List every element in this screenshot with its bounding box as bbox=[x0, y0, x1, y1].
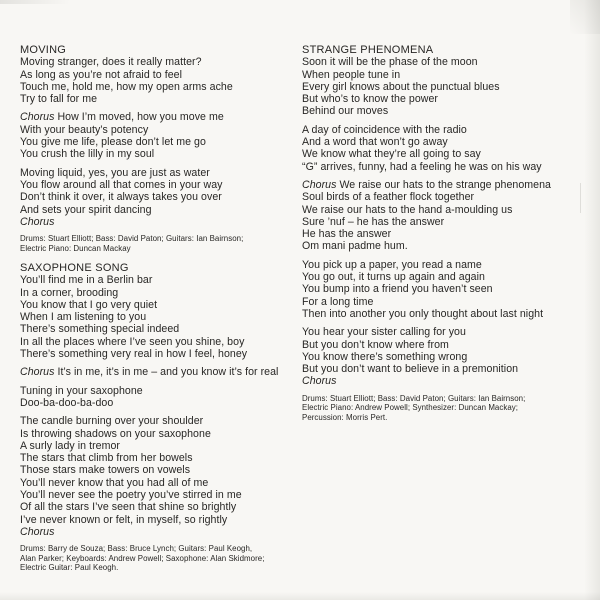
song-title-saxophone-song: SAXOPHONE SONG bbox=[20, 261, 129, 274]
lyric-line: Chorus It’s in me, it’s in me – and you know it’s for real bbox=[20, 366, 279, 379]
lyric-line: You bump into a friend you haven’t seen bbox=[302, 283, 493, 296]
lyric-line: We know what they’re all going to say bbox=[302, 148, 481, 161]
song-title-strange-phenomena: STRANGE PHENOMENA bbox=[302, 44, 434, 56]
stanza bbox=[20, 56, 298, 105]
credits-line: Alan Parker; Keyboards: Andrew Powell; Saxophone: Alan Skidmore; bbox=[20, 553, 265, 563]
lyric-line: You know there’s something wrong bbox=[302, 350, 468, 363]
chorus-marker: Chorus bbox=[20, 215, 55, 228]
lyric-line: Of all the stars I’ve seen that shine so brightly bbox=[20, 501, 237, 514]
scan-corner-shading-topright bbox=[570, 0, 600, 34]
lyric-line: Try to fall for me bbox=[20, 93, 98, 106]
musician-credits bbox=[20, 234, 298, 253]
lyric-line: Touch me, hold me, how my open arms ache bbox=[20, 80, 233, 93]
lyric-line: Chorus How I’m moved, how you move me bbox=[20, 111, 224, 124]
lyric-line: Then into another you only thought about last night bbox=[302, 307, 544, 320]
lyric-line: We raise our hats to the hand a-moulding us bbox=[302, 203, 513, 216]
lyric-line: When I am listening to you bbox=[20, 311, 147, 324]
stanza bbox=[20, 415, 298, 538]
stanza bbox=[302, 259, 592, 320]
lyric-line: Tuning in your saxophone bbox=[20, 384, 143, 397]
lyric-line bbox=[20, 216, 298, 228]
lyric-line: Soon it will be the phase of the moon bbox=[302, 56, 478, 69]
stanza bbox=[302, 124, 592, 173]
stanza bbox=[20, 385, 298, 410]
lyric-line bbox=[302, 375, 592, 387]
credits-line: Electric Guitar: Paul Keogh. bbox=[20, 563, 119, 573]
lyric-line: Chorus We raise our hats to the strange phenomena bbox=[302, 178, 551, 191]
scan-edge-shading-bottom bbox=[0, 592, 600, 600]
lyric-line: In all the places where I’ve seen you shine, boy bbox=[20, 335, 245, 348]
lyric-line: You hear your sister calling for you bbox=[302, 326, 466, 339]
lyric-line: You’ll find me in a Berlin bar bbox=[20, 274, 153, 287]
lyric-line: When people tune in bbox=[302, 68, 401, 81]
lyric-line: Every girl knows about the punctual blues bbox=[302, 80, 500, 93]
credits-line: Percussion: Morris Pert. bbox=[302, 412, 388, 422]
credits-line: Electric Piano: Andrew Powell; Synthesizer: Duncan Mackay; bbox=[302, 403, 519, 413]
lyric-line: You flow around all that comes in your way bbox=[20, 178, 223, 191]
chorus-marker: Chorus bbox=[20, 366, 55, 379]
lyrics-column-right bbox=[302, 44, 592, 431]
musician-credits bbox=[20, 544, 298, 572]
lyric-line: But you don’t know where from bbox=[302, 338, 449, 351]
stanza bbox=[20, 366, 298, 378]
lyric-line: With your beauty’s potency bbox=[20, 123, 149, 136]
lyric-line: A surly lady in tremor bbox=[20, 439, 121, 452]
stanza bbox=[302, 179, 592, 253]
song-title-moving: MOVING bbox=[20, 44, 67, 56]
lyric-line: You crush the lilly in my soul bbox=[20, 148, 155, 161]
lyric-line: There’s something special indeed bbox=[20, 323, 180, 336]
chorus-marker: Chorus bbox=[20, 111, 55, 124]
lyric-line: He has the answer bbox=[302, 228, 392, 241]
lyric-line: You give me life, please don’t let me go bbox=[20, 136, 206, 149]
lyric-line: I’ve never known or felt, in myself, so rightly bbox=[20, 513, 228, 526]
lyric-line: You’ll never see the poetry you’ve stirred in me bbox=[20, 489, 242, 502]
lyric-line: And a word that won’t go away bbox=[302, 136, 448, 149]
stanza bbox=[302, 56, 592, 117]
credits-line: Drums: Stuart Elliott; Bass: David Paton; Guitars: Ian Bairnson; bbox=[302, 393, 526, 403]
lyric-line: Don’t think it over, it always takes you over bbox=[20, 191, 222, 204]
lyric-line: Om mani padme hum. bbox=[302, 240, 408, 253]
musician-credits bbox=[302, 394, 592, 422]
stanza bbox=[302, 326, 592, 387]
lyric-line: Moving liquid, yes, you are just as water bbox=[20, 166, 210, 179]
lyric-line: But you don’t want to believe in a premonition bbox=[302, 363, 519, 376]
lyrics-column-left bbox=[20, 44, 298, 581]
lyric-line: Those stars make towers on vowels bbox=[20, 464, 191, 477]
lyric-line: Is throwing shadows on your saxophone bbox=[20, 427, 211, 440]
lyric-line: You pick up a paper, you read a name bbox=[302, 258, 482, 271]
credits-line: Drums: Barry de Souza; Bass: Bruce Lynch; Guitars: Paul Keogh, bbox=[20, 544, 253, 554]
lyric-line: But who’s to know the power bbox=[302, 93, 439, 106]
chorus-marker: Chorus bbox=[302, 178, 337, 191]
lyric-line: The stars that climb from her bowels bbox=[20, 452, 193, 465]
lyric-line: In a corner, brooding bbox=[20, 286, 119, 299]
lyric-line: Behind our moves bbox=[302, 105, 389, 118]
credits-line: Drums: Stuart Elliott; Bass: David Paton; Guitars: Ian Bairnson; bbox=[20, 234, 244, 244]
lyric-line: For a long time bbox=[302, 295, 374, 308]
lyric-line: As long as you’re not afraid to feel bbox=[20, 68, 182, 81]
lyric-line: You go out, it turns up again and again bbox=[302, 271, 485, 284]
lyric-line: And sets your spirit dancing bbox=[20, 203, 152, 216]
lyric-line: You know that I go very quiet bbox=[20, 298, 158, 311]
lyric-line: Doo-ba-doo-ba-doo bbox=[20, 396, 114, 409]
lyric-line: Moving stranger, does it really matter? bbox=[20, 56, 202, 69]
lyric-line: The candle burning over your shoulder bbox=[20, 415, 204, 428]
lyric-line bbox=[20, 526, 298, 538]
lyric-line: Sure ’nuf – he has the answer bbox=[302, 215, 445, 228]
lyric-line: “G” arrives, funny, had a feeling he was on his way bbox=[302, 160, 542, 173]
stanza bbox=[20, 274, 298, 360]
lyric-line: You’ll never know that you had all of me bbox=[20, 476, 209, 489]
scan-smudge-topleft bbox=[0, 0, 70, 4]
lyric-line: There’s something very real in how I feel, honey bbox=[20, 348, 248, 361]
stanza bbox=[20, 167, 298, 228]
stanza bbox=[20, 111, 298, 160]
chorus-marker: Chorus bbox=[302, 375, 337, 388]
lyric-line: Soul birds of a feather flock together bbox=[302, 191, 475, 204]
lyric-line: A day of coincidence with the radio bbox=[302, 123, 467, 136]
chorus-marker: Chorus bbox=[20, 525, 55, 538]
credits-line: Electric Piano: Duncan Mackay bbox=[20, 243, 131, 253]
